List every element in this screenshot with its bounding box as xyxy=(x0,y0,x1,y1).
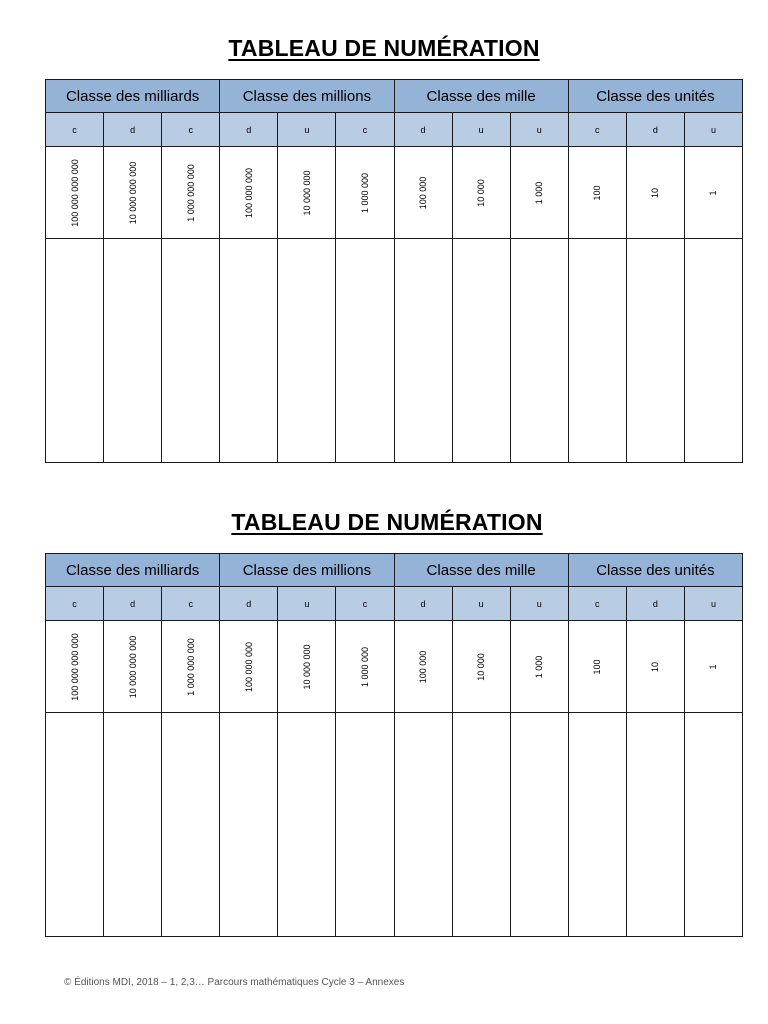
class-header-milliards: Classe des milliards xyxy=(46,80,220,113)
class-header-millions: Classe des millions xyxy=(220,554,394,587)
page-footer: © Éditions MDI, 2018 – 1, 2,3… Parcours mathématiques Cycle 3 – Annexes xyxy=(64,977,405,988)
place-value-cell xyxy=(336,621,394,713)
entry-cell[interactable] xyxy=(394,239,452,463)
entry-cell[interactable] xyxy=(104,713,162,937)
sub-header-cell: u xyxy=(510,113,568,147)
place-value-cell xyxy=(336,147,394,239)
place-value-label: 100 000 000 xyxy=(243,641,254,692)
place-value-label: 10 000 000 000 xyxy=(127,161,138,224)
sub-header-cell: c xyxy=(336,587,394,621)
place-value-label: 10 000 xyxy=(476,178,487,207)
sub-header-cell: u xyxy=(452,113,510,147)
sub-header-cell: d xyxy=(220,113,278,147)
sub-header-cell: u xyxy=(452,587,510,621)
place-value-cell xyxy=(104,621,162,713)
place-value-label: 10 xyxy=(650,661,661,672)
place-value-label: 1 xyxy=(708,189,719,196)
class-header-milliards: Classe des milliards xyxy=(46,554,220,587)
sub-header-cell: c xyxy=(336,113,394,147)
place-value-label: 100 000 000 000 xyxy=(69,158,80,227)
place-value-cell xyxy=(278,147,336,239)
class-header-millions: Classe des millions xyxy=(220,80,394,113)
place-value-cell xyxy=(452,621,510,713)
entry-cell[interactable] xyxy=(162,713,220,937)
entry-cell[interactable] xyxy=(568,713,626,937)
page-title-2: TABLEAU DE NUMÉRATION xyxy=(231,509,543,535)
entry-cell[interactable] xyxy=(684,713,742,937)
sub-header-cell: c xyxy=(162,587,220,621)
class-header-unites: Classe des unités xyxy=(568,80,742,113)
entry-cell[interactable] xyxy=(626,713,684,937)
sub-header-cell: u xyxy=(684,587,742,621)
entry-cell[interactable] xyxy=(568,239,626,463)
place-value-cell xyxy=(568,621,626,713)
place-value-cell xyxy=(104,147,162,239)
entry-cell[interactable] xyxy=(220,713,278,937)
sub-header-cell: d xyxy=(220,587,278,621)
place-value-label: 1 000 xyxy=(534,181,545,204)
numeration-table-1 xyxy=(45,79,743,463)
numeration-table-2 xyxy=(45,553,743,937)
place-value-cell xyxy=(394,147,452,239)
sub-header-row xyxy=(46,113,743,147)
sub-header-cell: u xyxy=(684,113,742,147)
place-value-cell xyxy=(684,621,742,713)
entry-row xyxy=(46,713,743,937)
entry-cell[interactable] xyxy=(394,713,452,937)
place-value-label: 100 000 xyxy=(418,176,429,209)
sub-header-cell: u xyxy=(510,587,568,621)
place-value-label: 10 000 000 xyxy=(301,643,312,690)
place-value-label: 1 000 000 000 xyxy=(185,637,196,696)
entry-cell[interactable] xyxy=(104,239,162,463)
entry-cell[interactable] xyxy=(162,239,220,463)
entry-cell[interactable] xyxy=(278,239,336,463)
place-value-label: 1 000 000 xyxy=(359,172,370,213)
place-value-cell xyxy=(220,621,278,713)
entry-cell[interactable] xyxy=(684,239,742,463)
place-value-cell xyxy=(684,147,742,239)
sub-header-cell: c xyxy=(46,113,104,147)
sub-header-cell: u xyxy=(278,587,336,621)
class-header-unites: Classe des unités xyxy=(568,554,742,587)
place-value-cell xyxy=(220,147,278,239)
class-header-mille: Classe des mille xyxy=(394,554,568,587)
entry-cell[interactable] xyxy=(46,239,104,463)
place-value-cell xyxy=(394,621,452,713)
place-value-cell xyxy=(568,147,626,239)
entry-cell[interactable] xyxy=(626,239,684,463)
entry-cell[interactable] xyxy=(510,713,568,937)
place-value-label: 100 xyxy=(592,184,603,201)
place-value-label: 1 000 xyxy=(534,655,545,678)
place-value-cell xyxy=(452,147,510,239)
entry-cell[interactable] xyxy=(46,713,104,937)
sub-header-cell: c xyxy=(162,113,220,147)
place-value-row xyxy=(46,621,743,713)
place-value-label: 10 000 000 000 xyxy=(127,635,138,698)
place-value-label: 100 000 000 000 xyxy=(69,632,80,701)
entry-cell[interactable] xyxy=(336,239,394,463)
place-value-cell xyxy=(162,147,220,239)
sub-header-cell: c xyxy=(568,113,626,147)
entry-cell[interactable] xyxy=(452,239,510,463)
place-value-label: 100 000 000 xyxy=(243,167,254,218)
sub-header-cell: d xyxy=(394,113,452,147)
sub-header-cell: c xyxy=(568,587,626,621)
class-header-row xyxy=(46,80,743,113)
entry-cell[interactable] xyxy=(336,713,394,937)
place-value-cell xyxy=(626,147,684,239)
entry-cell[interactable] xyxy=(220,239,278,463)
sub-header-cell: d xyxy=(626,587,684,621)
sub-header-cell: d xyxy=(394,587,452,621)
place-value-cell xyxy=(510,621,568,713)
entry-cell[interactable] xyxy=(452,713,510,937)
place-value-cell xyxy=(162,621,220,713)
page-title-1: TABLEAU DE NUMÉRATION xyxy=(228,35,540,61)
place-value-cell xyxy=(46,147,104,239)
sub-header-cell: d xyxy=(104,113,162,147)
place-value-label: 10 000 000 xyxy=(301,169,312,216)
place-value-cell xyxy=(278,621,336,713)
place-value-label: 10 000 xyxy=(476,652,487,681)
place-value-row xyxy=(46,147,743,239)
place-value-cell xyxy=(46,621,104,713)
place-value-label: 1 000 000 xyxy=(359,646,370,687)
sub-header-cell: d xyxy=(104,587,162,621)
class-header-row xyxy=(46,554,743,587)
place-value-label: 10 xyxy=(650,187,661,198)
entry-cell[interactable] xyxy=(278,713,336,937)
sub-header-row xyxy=(46,587,743,621)
place-value-cell xyxy=(510,147,568,239)
place-value-label: 1 000 000 000 xyxy=(185,163,196,222)
sub-header-cell: c xyxy=(46,587,104,621)
place-value-label: 100 xyxy=(592,658,603,675)
place-value-label: 1 xyxy=(708,663,719,670)
entry-row xyxy=(46,239,743,463)
sub-header-cell: u xyxy=(278,113,336,147)
entry-cell[interactable] xyxy=(510,239,568,463)
place-value-label: 100 000 xyxy=(418,650,429,683)
sub-header-cell: d xyxy=(626,113,684,147)
class-header-mille: Classe des mille xyxy=(394,80,568,113)
place-value-cell xyxy=(626,621,684,713)
